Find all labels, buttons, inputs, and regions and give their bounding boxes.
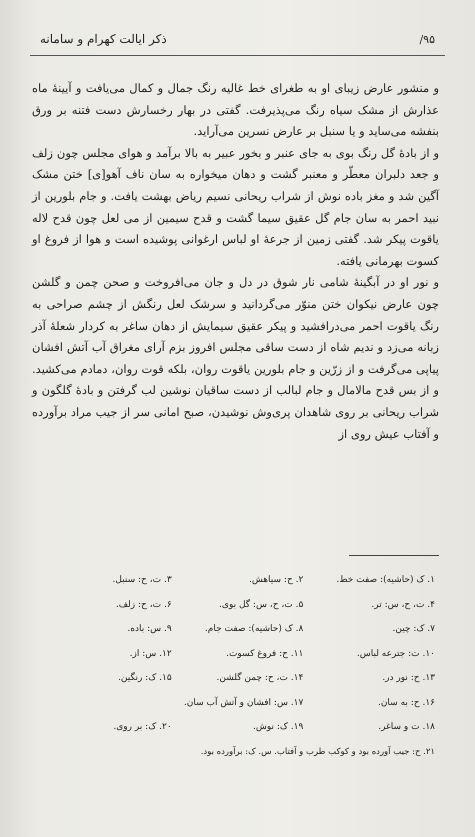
footnote-row (40, 715, 435, 740)
body-text (32, 78, 439, 445)
footnote: ۷. ک: چین. (392, 624, 435, 634)
footnote: ۱۶. ح: به سان. (377, 697, 435, 708)
footnote: ۱۹. ک: نوش. (252, 722, 304, 732)
footnote: ۱۵. ک: رنگین. (118, 673, 172, 683)
page-number: ۹۵/ (419, 32, 435, 46)
footnote: ۸. ک (حاشیه): صفت جام. (204, 624, 304, 634)
footnote: ۱۱. ح: فروغ کسوت. (226, 648, 304, 659)
footnote: ۲. ح: سیاهش. (248, 575, 304, 585)
footnote: ۲۱. ح: جیب آورده بود و کوکب طرب و آفتاب. س. ک: برآورده بود. (200, 746, 435, 757)
footnote-row (40, 568, 435, 593)
running-head (40, 32, 435, 46)
footnote: ۱. ک (حاشیه): صفت خط. (336, 575, 435, 585)
footnote: ۶. ت، ح: زلف. (115, 599, 172, 610)
paragraph: و منشور عارض زیبای او به طغرای خط غالیه رنگ جمال و کمال می‌یافت و آیینهٔ ماه عذارش از مشک سیاه رنگ می‌پذیرفت. گفتی در بهار رخسارش دست فتنه بر ورق بنفشه می‌ساید و یا سنبل بر عارض نسرین می‌آراید. (32, 81, 439, 139)
footnote-row (40, 593, 435, 618)
header-rule (30, 55, 445, 56)
footnote-rule (349, 555, 439, 556)
footnote: ۴. ت، ح، س: تر. (371, 599, 435, 610)
chapter-title: ذکر ایالت کهرام و سامانه (40, 32, 167, 46)
footnote: ۳. ت، ح: سنبل. (112, 575, 172, 585)
footnote-row (40, 691, 435, 716)
paragraph: و نور او در آبگینهٔ شامی نار شوق در دل و جان می‌افروخت و صحن چمن و گلشن چون عارض نیکوان ختن منوّر می‌گردانید و سرشک لعل رنگش از چشم صراحی به رنگ یاقوت احمر می‌درافشید و پیکر عقیق سیمایش از دهان ساغر به کردار شعلهٔ آذر زبانه می‌زد و ندیم شاه از دست ساقی مجلس افروز بزم آرای مغراق آب آتش افشان پیاپی می‌گرفت و از زرّین و جام بلورین یاقوت روان، بلکه قوت روان، دمادم می‌کشید. و از بس قدح مالامال و جام لبالب از دست ساقیان نوشین لب گرفتن و بادهٔ گلگون و شراب ریحانی بر روی شاهدان پری‌وش نوشیدن، صبح امانی سر از جیب مراد برآورده و آفتاب عیش روی از (32, 275, 439, 441)
footnote-row (40, 740, 435, 765)
footnotes (40, 568, 435, 764)
footnote-row (40, 617, 435, 642)
footnote (40, 691, 172, 716)
footnote-row (40, 642, 435, 667)
footnote: ۱۴. ت، ح: چمن گلشن. (216, 673, 304, 683)
footnote: ۱۷. س: افشان و آتش آب سان. (183, 697, 304, 708)
paragraph: و از بادهٔ گل رنگ بوی به جای عنبر و بخور عبیر به بالا برآمد و هوای مجلس چون زلف و جعد دلبران معطّر و معنبر گشت و دهان میخواره به سان ناف آهو[ی] ختن مشک آگین شد و مغز باده نوش از شراب ریحانی نسیم ریاض بهشت یافت. و جام بلورین از نبید احمر به سان جام گل عقیق سیما گشت و قدح سیمین از می لعل چون قدح لاله یاقوت پیکر شد. گفتی زمین از جرعهٔ او لباس ارغوانی پوشیده است و هوا از فروغ او کسوت بهرمانی یافته. (32, 145, 439, 268)
footnote: ۱۳. ح: نور در. (382, 673, 435, 683)
footnote-row (40, 666, 435, 691)
footnote: ۵. ت، ح، س: گل بوی. (219, 599, 304, 610)
footnote: ۲۰. ک: بر روی. (113, 722, 172, 732)
footnote: ۱۰. ت: جترعه لباس. (356, 648, 435, 659)
footnote: ۱۸. ت و ساغر. (378, 722, 435, 732)
footnote: ۹. س: باده. (127, 624, 172, 634)
footnote: ۱۲. س: از. (129, 648, 172, 659)
